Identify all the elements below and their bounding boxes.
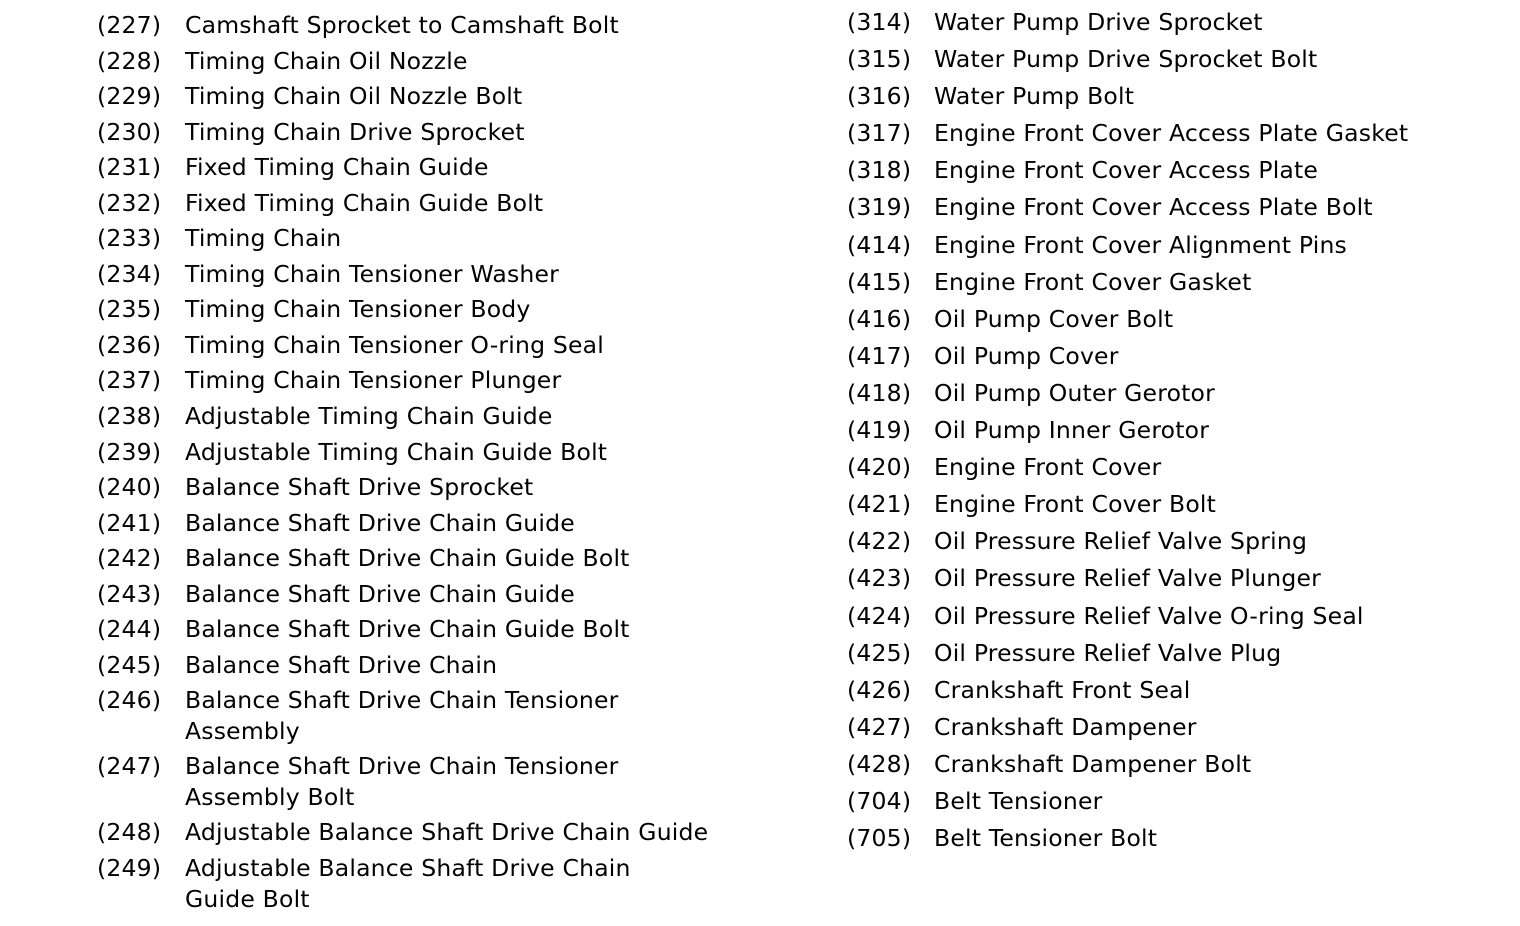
part-name: Oil Pressure Relief Valve Plug — [934, 638, 1282, 667]
part-name: Engine Front Cover Access Plate Bolt — [934, 193, 1373, 222]
legend-item — [97, 401, 777, 437]
part-name: Fixed Timing Chain Guide — [185, 153, 489, 182]
legend-item — [97, 853, 777, 919]
part-name: Engine Front Cover Access Plate — [934, 156, 1319, 185]
part-number: (418) — [847, 378, 912, 407]
part-name: Timing Chain Tensioner Plunger — [185, 366, 562, 395]
legend-item — [97, 579, 777, 615]
part-name: Camshaft Sprocket to Camshaft Bolt — [185, 11, 619, 39]
legend-item — [97, 330, 777, 366]
legend-item — [97, 46, 777, 82]
part-number: (425) — [847, 638, 912, 667]
part-number: (427) — [847, 712, 912, 741]
part-name: Balance Shaft Drive Chain Guide Bolt — [185, 544, 630, 573]
part-name: Crankshaft Dampener — [934, 712, 1197, 741]
parts-legend-right-column — [847, 0, 1507, 860]
legend-item — [847, 192, 1507, 229]
part-number: (242) — [97, 544, 162, 573]
part-number: (227) — [97, 11, 162, 39]
part-name: Balance Shaft Drive Chain Guide — [185, 579, 575, 608]
legend-item — [97, 437, 777, 473]
part-name: Adjustable Timing Chain Guide Bolt — [185, 437, 608, 466]
part-number: (236) — [97, 330, 162, 359]
part-name: Balance Shaft Drive Chain Tensioner Assembly — [185, 686, 619, 746]
part-name: Timing Chain Oil Nozzle Bolt — [185, 82, 523, 111]
legend-item — [847, 415, 1507, 452]
part-name: Balance Shaft Drive Chain Guide Bolt — [185, 615, 630, 644]
part-number: (246) — [97, 686, 162, 715]
part-number: (239) — [97, 437, 162, 466]
legend-item — [97, 685, 777, 751]
part-number: (704) — [847, 786, 912, 815]
part-name: Fixed Timing Chain Guide Bolt — [185, 188, 544, 217]
legend-item — [847, 786, 1507, 823]
part-name: Oil Pressure Relief Valve O-ring Seal — [934, 601, 1364, 630]
legend-item — [97, 751, 777, 817]
part-number: (241) — [97, 508, 162, 537]
legend-item — [847, 638, 1507, 675]
part-name: Engine Front Cover Gasket — [934, 267, 1252, 296]
legend-item — [97, 294, 777, 330]
part-number: (414) — [847, 230, 912, 259]
parts-legend-left-column — [97, 0, 777, 919]
part-number: (317) — [847, 119, 912, 148]
legend-item — [97, 223, 777, 259]
part-number: (314) — [847, 8, 912, 36]
part-name: Crankshaft Front Seal — [934, 675, 1191, 704]
part-name: Oil Pump Cover Bolt — [934, 304, 1174, 333]
part-number: (244) — [97, 615, 162, 644]
part-number: (423) — [847, 564, 912, 593]
part-name: Timing Chain Oil Nozzle — [185, 46, 468, 75]
part-number: (428) — [847, 749, 912, 778]
legend-item — [847, 749, 1507, 786]
legend-item — [97, 117, 777, 153]
legend-item — [847, 81, 1507, 118]
part-number: (426) — [847, 675, 912, 704]
part-name: Water Pump Drive Sprocket — [934, 8, 1263, 36]
part-name: Oil Pressure Relief Valve Plunger — [934, 564, 1321, 593]
legend-item — [97, 543, 777, 579]
legend-item — [847, 304, 1507, 341]
part-number: (235) — [97, 295, 162, 324]
part-name: Balance Shaft Drive Chain — [185, 650, 498, 679]
part-number: (232) — [97, 188, 162, 217]
part-number: (228) — [97, 46, 162, 75]
part-name: Balance Shaft Drive Sprocket — [185, 473, 534, 502]
part-number: (316) — [847, 82, 912, 111]
part-number: (233) — [97, 224, 162, 253]
part-number: (424) — [847, 601, 912, 630]
legend-item — [97, 365, 777, 401]
legend-item — [847, 712, 1507, 749]
legend-item — [847, 601, 1507, 638]
part-number: (417) — [847, 341, 912, 370]
legend-item — [847, 823, 1507, 860]
legend-item — [97, 81, 777, 117]
part-name: Adjustable Balance Shaft Drive Chain Guide — [185, 818, 709, 847]
part-number: (415) — [847, 267, 912, 296]
legend-item — [97, 152, 777, 188]
legend-item — [847, 341, 1507, 378]
part-name: Crankshaft Dampener Bolt — [934, 749, 1252, 778]
part-name: Balance Shaft Drive Chain Guide — [185, 508, 575, 537]
part-number: (245) — [97, 650, 162, 679]
part-number: (421) — [847, 490, 912, 519]
part-number: (315) — [847, 45, 912, 74]
part-number: (705) — [847, 824, 912, 853]
part-number: (229) — [97, 82, 162, 111]
legend-item — [97, 259, 777, 295]
part-name: Engine Front Cover — [934, 453, 1162, 482]
legend-item — [97, 817, 777, 853]
part-name: Belt Tensioner Bolt — [934, 824, 1158, 853]
part-name: Timing Chain Tensioner Washer — [185, 259, 559, 288]
part-name: Water Pump Drive Sprocket Bolt — [934, 45, 1318, 74]
part-name: Timing Chain Drive Sprocket — [185, 117, 525, 146]
part-name: Oil Pump Inner Gerotor — [934, 416, 1210, 445]
part-name: Water Pump Bolt — [934, 82, 1135, 111]
legend-item — [847, 378, 1507, 415]
part-name: Adjustable Balance Shaft Drive Chain Guide Bolt — [185, 853, 631, 913]
part-number: (247) — [97, 752, 162, 781]
part-name: Adjustable Timing Chain Guide — [185, 402, 553, 431]
part-number: (240) — [97, 473, 162, 502]
part-name: Oil Pump Cover — [934, 341, 1119, 370]
part-number: (416) — [847, 304, 912, 333]
part-number: (234) — [97, 259, 162, 288]
part-number: (318) — [847, 156, 912, 185]
legend-item — [847, 675, 1507, 712]
legend-item — [847, 563, 1507, 600]
legend-item — [97, 508, 777, 544]
part-name: Timing Chain Tensioner Body — [185, 295, 531, 324]
part-name: Balance Shaft Drive Chain Tensioner Assembly Bolt — [185, 752, 619, 812]
legend-item — [847, 118, 1507, 155]
part-number: (238) — [97, 402, 162, 431]
part-name: Oil Pump Outer Gerotor — [934, 378, 1215, 407]
legend-item — [97, 188, 777, 224]
part-name: Engine Front Cover Access Plate Gasket — [934, 119, 1409, 148]
part-name: Belt Tensioner — [934, 786, 1103, 815]
part-name: Timing Chain Tensioner O-ring Seal — [185, 330, 605, 359]
legend-item — [847, 44, 1507, 81]
legend-item — [97, 472, 777, 508]
part-number: (243) — [97, 579, 162, 608]
part-name: Oil Pressure Relief Valve Spring — [934, 527, 1308, 556]
part-number: (249) — [97, 853, 162, 882]
part-number: (231) — [97, 153, 162, 182]
legend-item — [847, 489, 1507, 526]
part-number: (419) — [847, 416, 912, 445]
legend-item — [97, 10, 777, 46]
legend-item — [847, 155, 1507, 192]
legend-item — [847, 267, 1507, 304]
part-name: Timing Chain — [185, 224, 342, 253]
legend-item — [847, 7, 1507, 44]
legend-item — [847, 526, 1507, 563]
part-number: (420) — [847, 453, 912, 482]
legend-item — [97, 614, 777, 650]
part-name: Engine Front Cover Bolt — [934, 490, 1217, 519]
legend-item — [97, 650, 777, 686]
part-number: (248) — [97, 818, 162, 847]
legend-item — [847, 230, 1507, 267]
part-number: (230) — [97, 117, 162, 146]
part-name: Engine Front Cover Alignment Pins — [934, 230, 1347, 259]
part-number: (422) — [847, 527, 912, 556]
part-number: (319) — [847, 193, 912, 222]
legend-item — [847, 452, 1507, 489]
part-number: (237) — [97, 366, 162, 395]
